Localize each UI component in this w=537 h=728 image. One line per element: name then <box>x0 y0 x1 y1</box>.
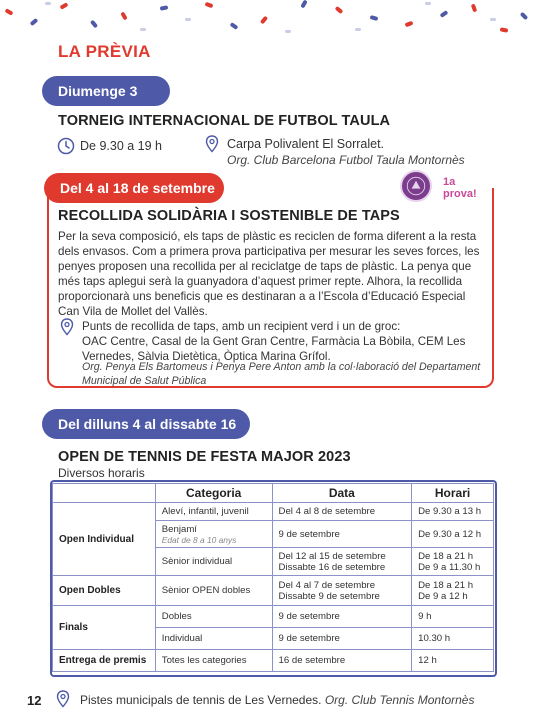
cell-category <box>155 521 272 548</box>
page-number: 12 <box>27 693 42 708</box>
table-row <box>53 503 494 521</box>
event-subtitle: Diversos horaris <box>58 466 145 480</box>
event-title: RECOLLIDA SOLIDÀRIA I SOSTENIBLE DE TAPS <box>58 208 400 224</box>
cell-date: Del 4 al 8 de setembre <box>272 503 412 521</box>
event-time: De 9.30 a 19 h <box>80 139 163 153</box>
first-test-line2: prova! <box>443 188 477 200</box>
confetti-decoration <box>0 0 537 40</box>
cell-time <box>412 576 494 606</box>
group-open-dobles: Open Dobles <box>53 576 156 606</box>
schedule-table <box>52 483 494 672</box>
collection-points-line2: OAC Centre, Casal de la Gent Gran Centre, Farmàcia La Bòbila, CEM Les <box>82 335 466 348</box>
location-pin-icon <box>60 318 74 336</box>
time-line2: De 9 a 11.30 h <box>418 561 481 573</box>
group-finals: Finals <box>53 606 156 650</box>
time-line2: De 9 a 12 h <box>418 590 468 602</box>
age-note: Edat de 8 a 10 anys <box>161 534 237 545</box>
event-place: Carpa Polivalent El Sorralet. <box>227 137 385 151</box>
cell-time: De 9.30 a 13 h <box>412 503 494 521</box>
table-row <box>53 650 494 672</box>
time-line1: De 18 a 21 h <box>418 550 474 562</box>
cell-time: 12 h <box>412 650 494 672</box>
date-line2: Dissabte 16 de setembre <box>278 561 386 573</box>
collection-points-line1: Punts de recollida de taps, amb un recipient verd i un de groc: <box>82 320 401 333</box>
date-line2: Dissabte 9 de setembre <box>278 590 380 602</box>
event-title: OPEN DE TENNIS DE FESTA MAJOR 2023 <box>58 449 351 465</box>
location-pin-icon <box>205 135 219 153</box>
date-line1: Del 12 al 15 de setembre <box>278 550 386 562</box>
cell-date: 9 de setembre <box>272 521 412 548</box>
date-pill-event2: Del 4 al 18 de setembre <box>44 173 224 203</box>
event-org-line1: Org. Penya Els Bartomeus i Penya Pere Anton amb la col·laboració del Departament <box>82 361 481 373</box>
section-heading: LA PRÈVIA <box>58 42 151 61</box>
footer-place: Pistes municipals de tennis de Les Vernedes. <box>80 693 322 707</box>
location-pin-icon <box>56 690 70 708</box>
date-pill-event3: Del dilluns 4 al dissabte 16 <box>42 409 250 439</box>
event-description: Per la seva composició, els taps de plàstic es reciclen de forma diferent a la resta dels envasos. Com a primera prova participativa per mesurar les seves forces, les penyes proposen una recollida per al reciclatge de taps de plàstic. La penya que més taps aplegui serà la guanyadora d’aquest primer repte. Alhora, la recollida proporcionarà uns beneficis que es destinaran a a l’Escola d’Educació Especial Can Vila de Mollet del Vallès. <box>58 230 480 318</box>
table-row <box>53 576 494 606</box>
penya-badge-icon <box>400 170 432 202</box>
cell-date: 9 de setembre <box>272 628 412 650</box>
cell-category: Totes les categories <box>155 650 272 672</box>
event-org-line2: Municipal de Salut Pública <box>82 375 207 387</box>
cell-time <box>412 548 494 576</box>
event-org: Org. Club Barcelona Futbol Taula Montornès <box>227 153 465 167</box>
cell-date <box>272 576 412 606</box>
cell-time: De 9.30 a 12 h <box>412 521 494 548</box>
table-header-category: Categoria <box>155 484 272 503</box>
first-test-line1: 1a <box>443 176 456 188</box>
cell-category: Individual <box>155 628 272 650</box>
event-title: TORNEIG INTERNACIONAL DE FUTBOL TAULA <box>58 113 391 129</box>
cell-time: 9 h <box>412 606 494 628</box>
cell-category: Sènior OPEN dobles <box>155 576 272 606</box>
cell-category: Dobles <box>155 606 272 628</box>
clock-icon <box>57 137 75 155</box>
cell-date: 16 de setembre <box>272 650 412 672</box>
time-line1: De 18 a 21 h <box>418 579 474 591</box>
collection-points-line3: Vernedes, Sàlvia Dietètica, Òptica Marina Grífol. <box>82 350 331 363</box>
table-header-time: Horari <box>412 484 494 503</box>
footer-org: Org. Club Tennis Montornès <box>324 693 475 707</box>
first-test-label <box>443 176 477 200</box>
table-header-date: Data <box>272 484 412 503</box>
cell-category: Sènior individual <box>155 548 272 576</box>
table-row <box>53 606 494 628</box>
category-name: Benjamí <box>161 523 197 535</box>
group-open-individual: Open Individual <box>53 503 156 576</box>
cell-category: Aleví, infantil, juvenil <box>155 503 272 521</box>
footer-place-line <box>80 693 474 707</box>
cell-date: 9 de setembre <box>272 606 412 628</box>
cell-date <box>272 548 412 576</box>
date-line1: Del 4 al 7 de setembre <box>278 579 376 591</box>
cell-time: 10.30 h <box>412 628 494 650</box>
table-header-blank <box>53 484 156 503</box>
date-pill-event1: Diumenge 3 <box>42 76 170 106</box>
group-entrega-premis: Entrega de premis <box>53 650 156 672</box>
table-header-row <box>53 484 494 503</box>
